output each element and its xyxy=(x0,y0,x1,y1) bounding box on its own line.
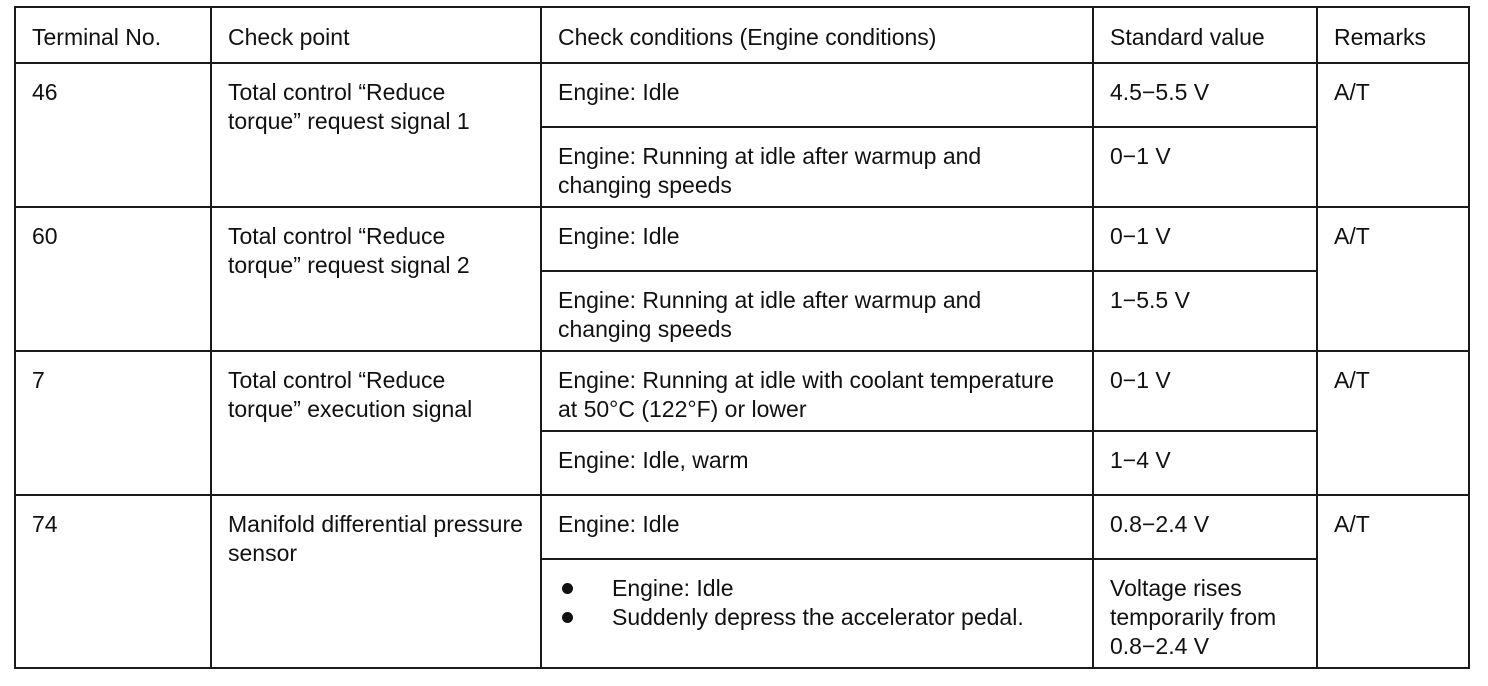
standard-value-cell: 0−1 V xyxy=(1093,207,1317,271)
condition-cell: Engine: Running at idle with coolant temperature at 50°C (122°F) or lower xyxy=(541,351,1093,431)
condition-cell: Engine: Idle xyxy=(541,63,1093,127)
check-point-cell: Total control “Reduce torque” execution signal xyxy=(211,351,541,495)
table-row xyxy=(15,207,1469,271)
terminal-cell: 74 xyxy=(15,495,211,668)
standard-value-cell: Voltage rises temporarily from 0.8−2.4 V xyxy=(1093,559,1317,668)
header-standard-value: Standard value xyxy=(1093,7,1317,63)
header-check-point: Check point xyxy=(211,7,541,63)
remarks-cell: A/T xyxy=(1317,63,1469,207)
condition-cell: Engine: Idle, warm xyxy=(541,431,1093,495)
table-row xyxy=(15,351,1469,431)
standard-value-cell: 0.8−2.4 V xyxy=(1093,495,1317,559)
standard-value-cell: 4.5−5.5 V xyxy=(1093,63,1317,127)
condition-bullet-list xyxy=(558,574,1076,632)
terminal-check-table xyxy=(14,6,1470,669)
condition-cell xyxy=(541,559,1093,668)
list-item: Suddenly depress the accelerator pedal. xyxy=(558,603,1076,632)
table-row xyxy=(15,63,1469,127)
check-point-cell: Manifold differential pressure sensor xyxy=(211,495,541,668)
terminal-cell: 7 xyxy=(15,351,211,495)
list-item: Engine: Idle xyxy=(558,574,1076,603)
standard-value-cell: 0−1 V xyxy=(1093,127,1317,207)
terminal-cell: 46 xyxy=(15,63,211,207)
table-header-row xyxy=(15,7,1469,63)
header-check-conditions: Check conditions (Engine conditions) xyxy=(541,7,1093,63)
condition-cell: Engine: Running at idle after warmup and changing speeds xyxy=(541,127,1093,207)
table-row xyxy=(15,495,1469,559)
check-point-cell: Total control “Reduce torque” request signal 2 xyxy=(211,207,541,351)
check-point-cell: Total control “Reduce torque” request signal 1 xyxy=(211,63,541,207)
remarks-cell: A/T xyxy=(1317,495,1469,668)
standard-value-cell: 1−4 V xyxy=(1093,431,1317,495)
terminal-cell: 60 xyxy=(15,207,211,351)
standard-value-cell: 1−5.5 V xyxy=(1093,271,1317,351)
header-remarks: Remarks xyxy=(1317,7,1469,63)
condition-cell: Engine: Running at idle after warmup and changing speeds xyxy=(541,271,1093,351)
remarks-cell: A/T xyxy=(1317,351,1469,495)
remarks-cell: A/T xyxy=(1317,207,1469,351)
condition-cell: Engine: Idle xyxy=(541,207,1093,271)
header-terminal-no: Terminal No. xyxy=(15,7,211,63)
condition-cell: Engine: Idle xyxy=(541,495,1093,559)
standard-value-cell: 0−1 V xyxy=(1093,351,1317,431)
